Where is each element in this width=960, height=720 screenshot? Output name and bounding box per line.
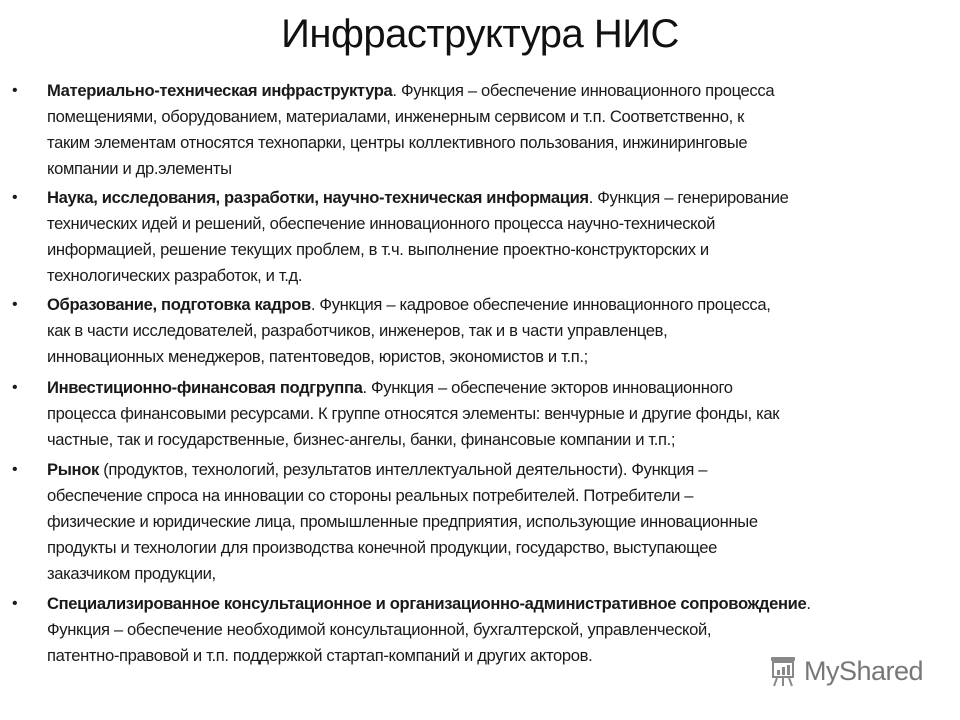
bullet-heading: Инвестиционно-финансовая подгруппа xyxy=(47,378,363,397)
bullet-text: продукты и технологии для производства конечной продукции, государство, выступающее xyxy=(47,538,717,557)
bullet-text: . Функция – обеспечение инновационного процесса xyxy=(392,81,775,100)
bullet-text: таким элементам относятся технопарки, центры коллективного пользования, инжиниринговые xyxy=(47,133,748,152)
bullet-heading: Материально-техническая инфраструктура xyxy=(47,81,393,100)
bullet-text: заказчиком продукции, xyxy=(47,564,216,583)
bullet-text: . Функция – обеспечение экторов инновационного xyxy=(362,378,733,397)
bullet-dot: • xyxy=(12,189,18,206)
myshared-watermark xyxy=(768,654,923,688)
bullet-text: процесса финансовыми ресурсами. К группе относятся элементы: венчурные и другие фонды, как xyxy=(47,404,780,423)
bullet-dot: • xyxy=(12,379,18,396)
bullet-dot: • xyxy=(12,82,18,99)
bullet-science-research xyxy=(0,185,960,289)
bullet-text: . xyxy=(806,594,811,613)
watermark-text: MyShared xyxy=(804,655,924,686)
bullet-text: технологических разработок, и т.д. xyxy=(47,266,303,285)
bullet-text: . Функция – генерирование xyxy=(588,188,789,207)
bullet-heading: Наука, исследования, разработки, научно-техническая информация xyxy=(47,188,589,207)
bullet-dot: • xyxy=(12,461,18,478)
bullet-market xyxy=(0,457,960,587)
bullet-text: . Функция – кадровое обеспечение инновационного процесса, xyxy=(310,295,771,314)
bullet-text: частные, так и государственные, бизнес-ангелы, банки, финансовые компании и т.п.; xyxy=(47,430,676,449)
bullet-text: инновационных менеджеров, патентоведов, юристов, экономистов и т.п.; xyxy=(47,347,588,366)
slide-title: Инфраструктура НИС xyxy=(281,12,679,56)
bullet-heading: Образование, подготовка кадров xyxy=(47,295,311,314)
bullet-material-infrastructure xyxy=(0,78,960,182)
bullet-text: (продуктов, технологий, результатов интеллектуальной деятельности). Функция – xyxy=(98,460,708,479)
bullet-dot: • xyxy=(12,296,18,313)
bullet-heading: Специализированное консультационное и организационно-административное сопровождение xyxy=(47,594,807,613)
bullet-education xyxy=(0,292,960,370)
bullet-text: обеспечение спроса на инновации со стороны реальных потребителей. Потребители – xyxy=(47,486,694,505)
bullet-text: патентно-правовой и т.п. поддержкой стартап-компаний и других акторов. xyxy=(47,646,593,665)
bullet-investment-finance xyxy=(0,375,960,453)
presentation-board-icon xyxy=(768,654,798,688)
bullet-text: физические и юридические лица, промышленные предприятия, использующие инновационные xyxy=(47,512,758,531)
bullet-text: информацией, решение текущих проблем, в т.ч. выполнение проектно-конструкторских и xyxy=(47,240,709,259)
bullet-text: технических идей и решений, обеспечение инновационного процесса научно-технической xyxy=(47,214,716,233)
bullet-dot: • xyxy=(12,595,18,612)
bullet-heading: Рынок xyxy=(47,460,99,479)
bullet-text: Функция – обеспечение необходимой консультационной, бухгалтерской, управленческой, xyxy=(47,620,712,639)
bullet-text: компании и др.элементы xyxy=(47,159,232,178)
bullet-text: как в части исследователей, разработчиков, инженеров, так и в части управленцев, xyxy=(47,321,668,340)
bullet-text: помещениями, оборудованием, материалами, инженерным сервисом и т.п. Соответственно, к xyxy=(47,107,745,126)
